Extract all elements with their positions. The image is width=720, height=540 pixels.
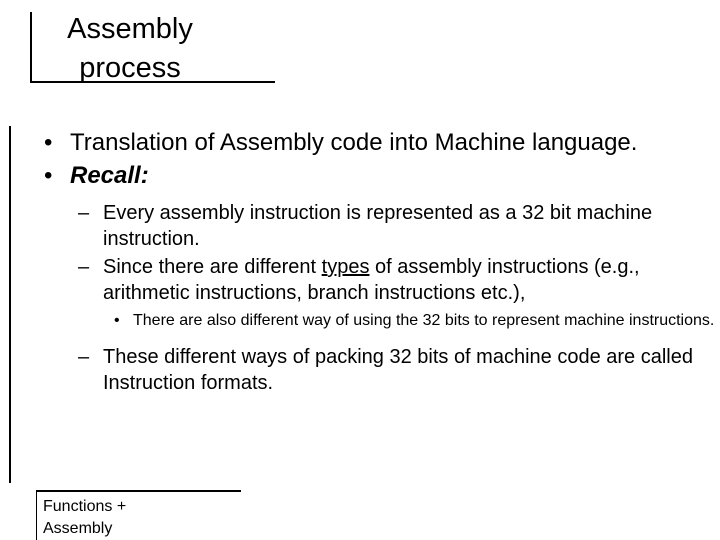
- sub-bullet-types-pre: Since there are different: [103, 256, 322, 278]
- bullet-marker: •: [44, 162, 53, 189]
- sub-sub-bullet-bits-text: There are also different way of using the 32 bits to represent machine instructions.: [133, 312, 715, 329]
- slide-title-line-2: process: [79, 52, 181, 84]
- bullet-recall-text: Recall:: [70, 162, 149, 189]
- sub-bullet-types: [0, 254, 720, 306]
- sub-bullet-formats: [0, 344, 720, 396]
- slide-content: [0, 128, 720, 398]
- sub-bullet-32bit: [0, 200, 720, 252]
- bullet-translation-text: Translation of Assembly code into Machine language.: [70, 129, 638, 156]
- bullet-recall: [0, 161, 720, 190]
- sub-bullet-formats-text: These different ways of packing 32 bits of machine code are called Instruction formats.: [103, 346, 693, 394]
- footer-line-1: Functions +: [43, 498, 127, 515]
- bullet-marker: •: [44, 129, 53, 156]
- sub-bullet-32bit-text: Every assembly instruction is represented as a 32 bit machine instruction.: [103, 202, 653, 250]
- slide-title-line-1: Assembly: [67, 13, 193, 45]
- sub-bullet-types-underlined: types: [321, 256, 370, 278]
- bullet-marker: •: [114, 312, 120, 329]
- title-left-rule: [30, 12, 32, 82]
- footer-left-rule: [36, 491, 37, 540]
- bullet-translation: [0, 128, 720, 157]
- footer-label: [43, 496, 126, 540]
- dash-marker: –: [78, 256, 90, 278]
- slide-title: [40, 10, 220, 88]
- footer-line-2: Assembly: [43, 520, 113, 537]
- sub-sub-bullet-bits: [0, 310, 720, 332]
- dash-marker: –: [78, 202, 90, 224]
- sub-bullet-types-post: of assembly instructions (e.g., arithmetic instructions, branch instructions etc.),: [103, 256, 640, 304]
- footer-top-rule: [36, 490, 241, 492]
- dash-marker: –: [78, 346, 90, 368]
